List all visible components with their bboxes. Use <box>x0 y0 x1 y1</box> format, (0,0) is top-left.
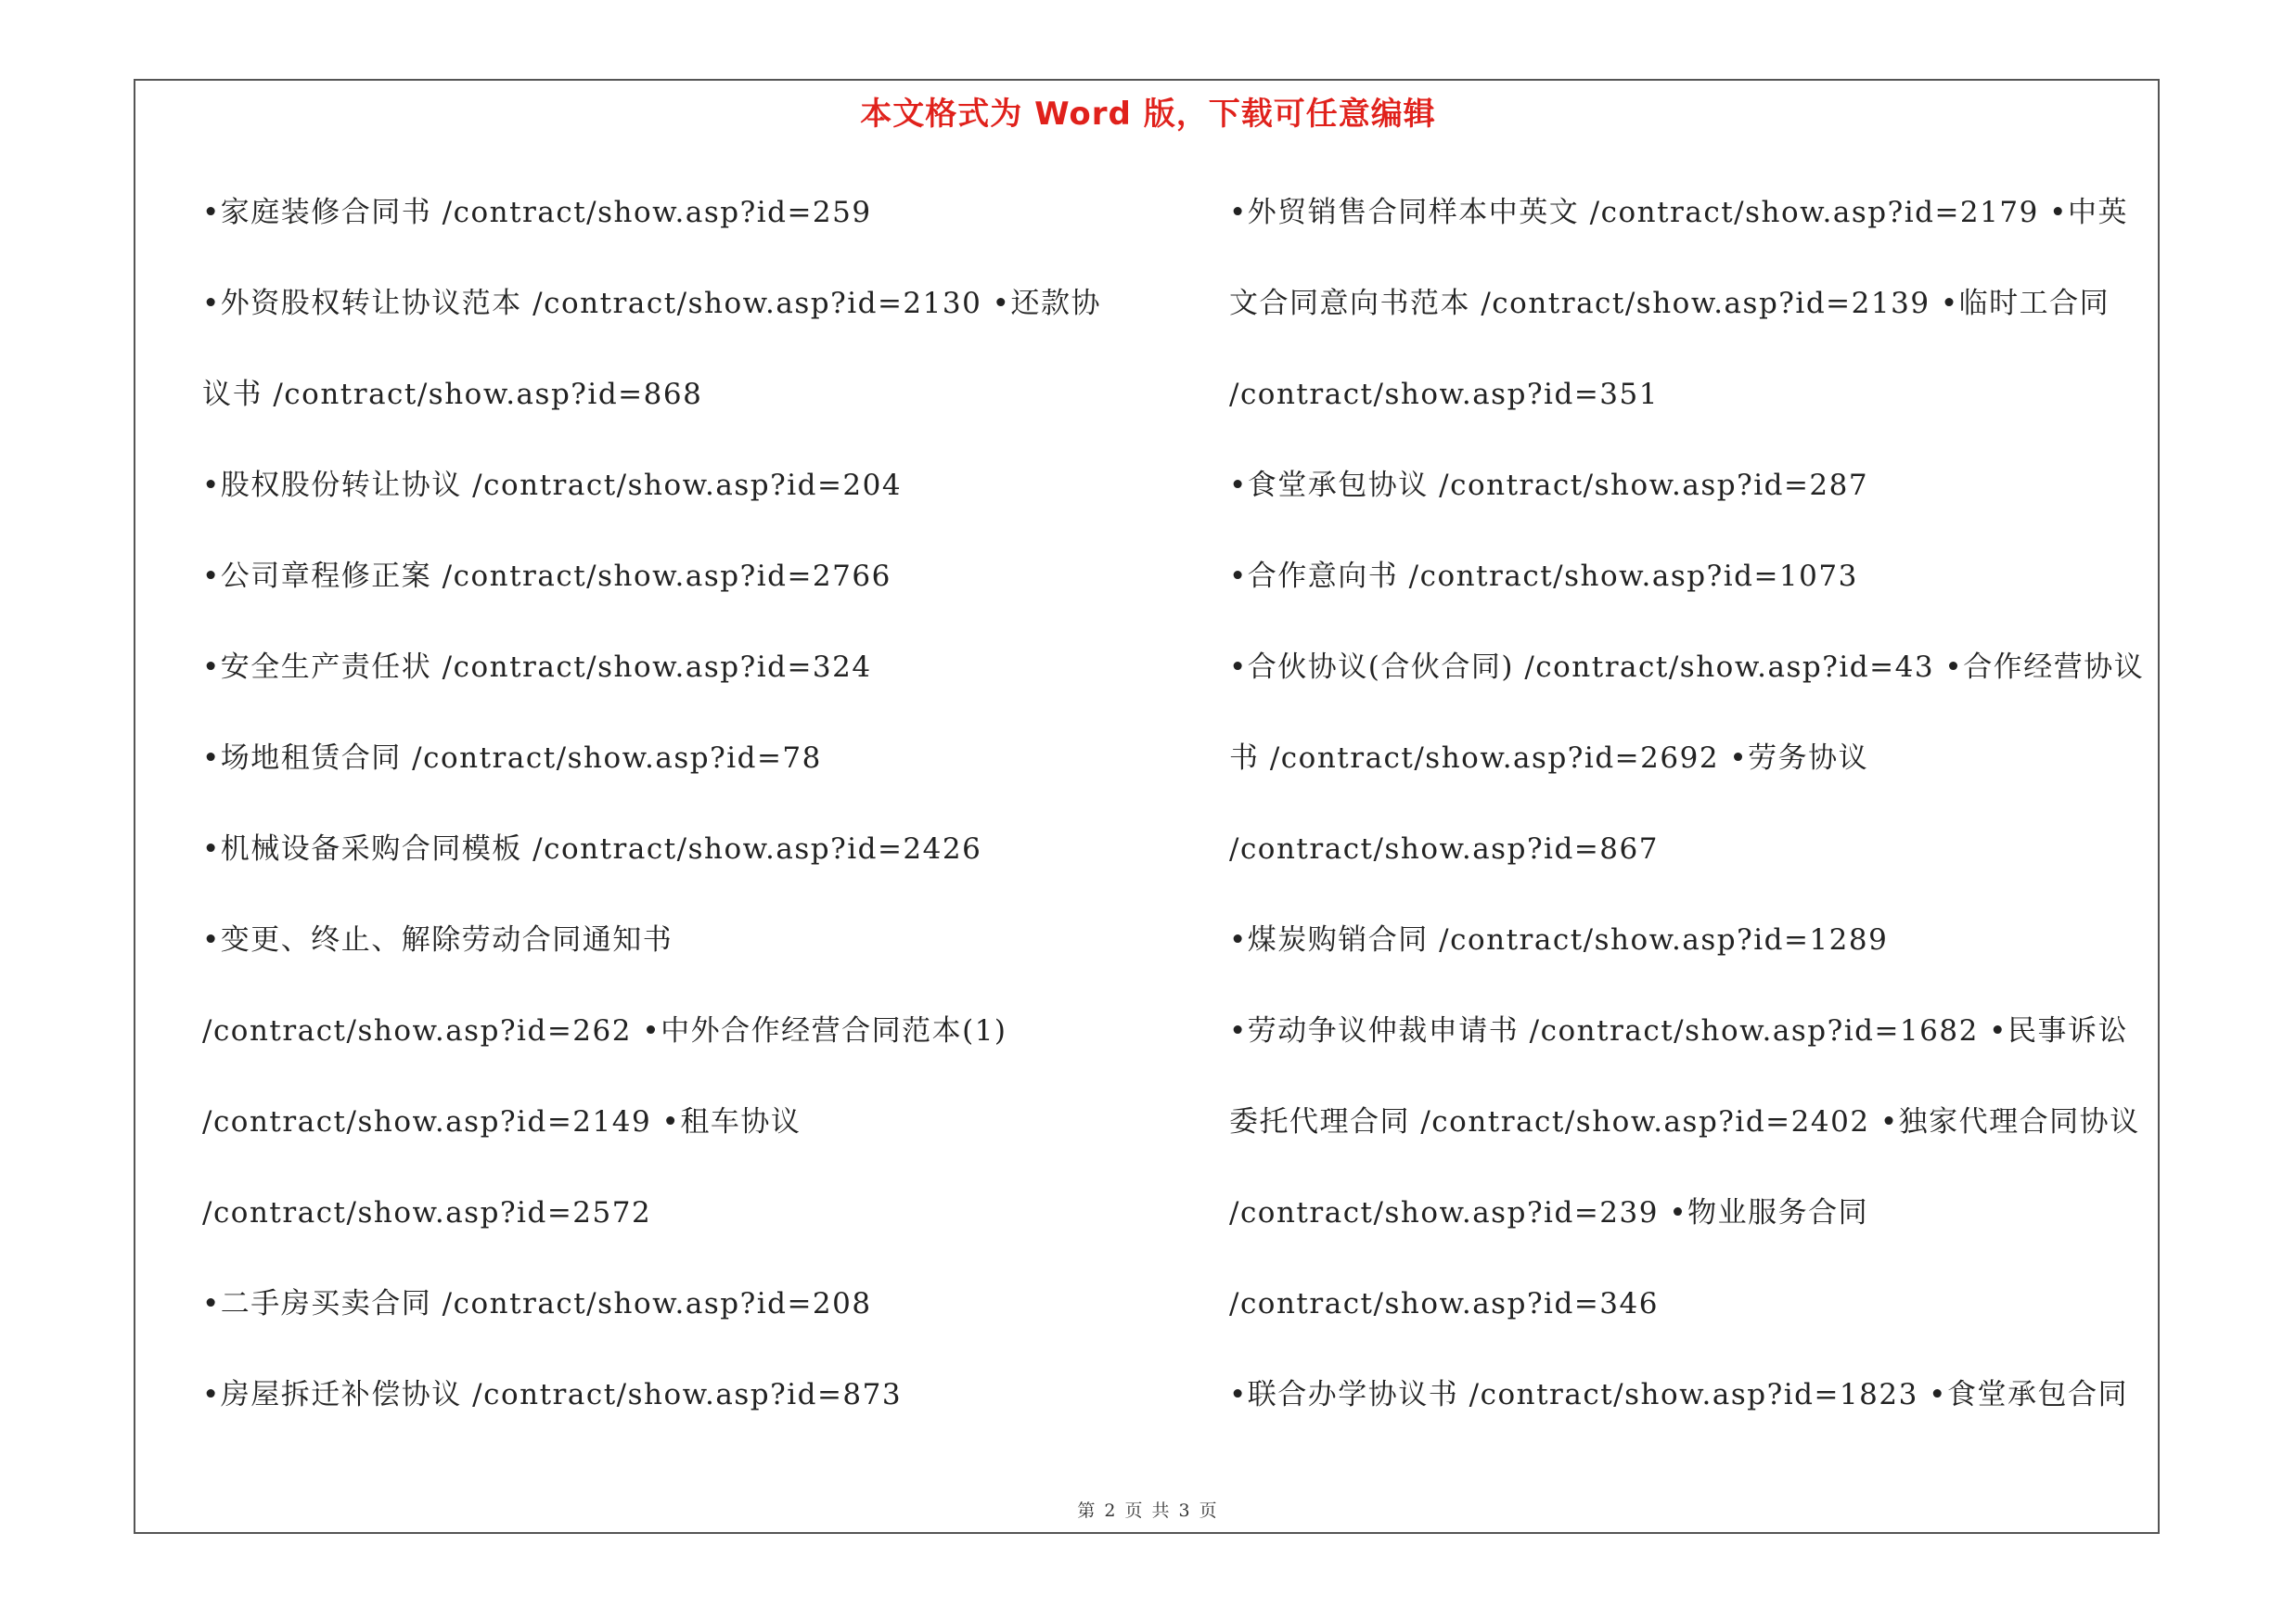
text-line: •煤炭购销合同 /contract/show.asp?id=1289 <box>1229 923 1889 957</box>
format-banner: 本文格式为 Word 版，下载可任意编辑 <box>860 96 1436 133</box>
text-line: /contract/show.asp?id=346 <box>1229 1287 1659 1320</box>
text-line: •食堂承包协议 /contract/show.asp?id=287 <box>1229 469 1869 502</box>
text-line: /contract/show.asp?id=2572 <box>202 1196 652 1230</box>
text-line: /contract/show.asp?id=867 <box>1229 832 1659 866</box>
text-line: •外贸销售合同样本中英文 /contract/show.asp?id=2179 •中英 <box>1229 196 2128 229</box>
text-line: •合伙协议(合伙合同) /contract/show.asp?id=43 •合作经营协议 <box>1229 650 2145 684</box>
text-line: •变更、终止、解除劳动合同通知书 <box>202 923 673 957</box>
right-column <box>1229 186 2157 1459</box>
text-line: •机械设备采购合同模板 /contract/show.asp?id=2426 <box>202 832 982 866</box>
text-line: •劳动争议仲裁申请书 /contract/show.asp?id=1682 •民事诉讼 <box>1229 1014 2128 1048</box>
text-line: •合作意向书 /contract/show.asp?id=1073 <box>1229 560 1858 593</box>
text-line: •股权股份转让协议 /contract/show.asp?id=204 <box>202 469 903 502</box>
text-line: •外资股权转让协议范本 /contract/show.asp?id=2130 •还款协 <box>202 287 1101 320</box>
text-line: •场地租赁合同 /contract/show.asp?id=78 <box>202 741 822 775</box>
text-line: 委托代理合同 /contract/show.asp?id=2402 •独家代理合同协议 <box>1229 1105 2140 1139</box>
text-line: /contract/show.asp?id=239 •物业服务合同 <box>1229 1196 1869 1230</box>
text-line: •家庭装修合同书 /contract/show.asp?id=259 <box>202 196 872 229</box>
text-line: •联合办学协议书 /contract/show.asp?id=1823 •食堂承包合同 <box>1229 1378 2128 1411</box>
text-line: 议书 /contract/show.asp?id=868 <box>202 378 703 411</box>
left-column <box>202 186 1148 1459</box>
text-line: •安全生产责任状 /contract/show.asp?id=324 <box>202 650 872 684</box>
text-line: /contract/show.asp?id=351 <box>1229 378 1659 411</box>
text-line: 文合同意向书范本 /contract/show.asp?id=2139 •临时工合同 <box>1229 287 2110 320</box>
page-number-footer: 第 2 页 共 3 页 <box>1077 1501 1219 1521</box>
text-line: •房屋拆迁补偿协议 /contract/show.asp?id=873 <box>202 1378 903 1411</box>
text-line: •公司章程修正案 /contract/show.asp?id=2766 <box>202 560 891 593</box>
text-line: 书 /contract/show.asp?id=2692 •劳务协议 <box>1229 741 1869 775</box>
text-line: /contract/show.asp?id=262 •中外合作经营合同范本(1) <box>202 1014 1007 1048</box>
text-line: •二手房买卖合同 /contract/show.asp?id=208 <box>202 1287 872 1320</box>
text-line: /contract/show.asp?id=2149 •租车协议 <box>202 1105 802 1139</box>
